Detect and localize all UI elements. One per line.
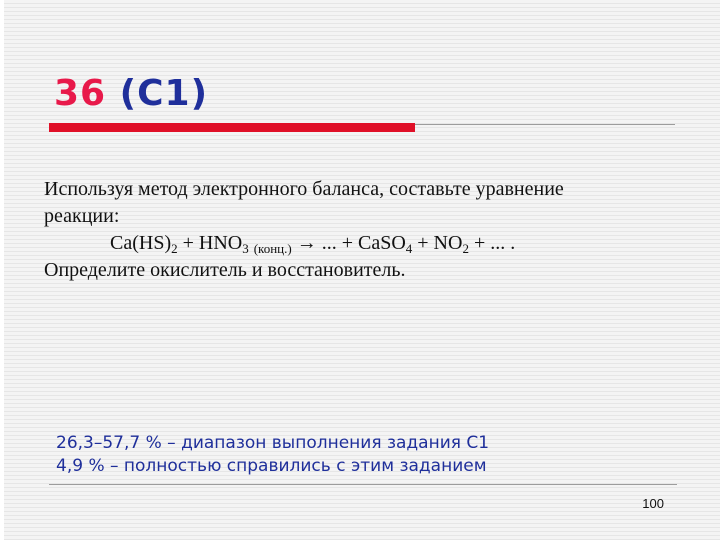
title-divider <box>415 124 675 125</box>
footer-divider <box>49 484 677 485</box>
stats-line-1: 26,3–57,7 % – диапазон выполнения задания С1 <box>56 433 490 453</box>
task-number: 36 <box>54 73 107 114</box>
eq-concentration-note: (конц.) <box>253 241 292 256</box>
task-line-1: Используя метод электронного баланса, составьте уравнение <box>44 178 564 200</box>
stats-line-2: 4,9 % – полностью справились с этим заданием <box>56 456 487 476</box>
eq-subscript: 3 <box>242 241 249 256</box>
page-number: 100 <box>642 496 664 511</box>
task-code: (С1) <box>119 73 209 114</box>
eq-subscript: 2 <box>462 241 469 256</box>
eq-part: + HNO <box>177 232 243 254</box>
statistics-block <box>56 432 489 478</box>
eq-part: + NO <box>412 232 463 254</box>
eq-part: → ... + CaSO <box>291 232 406 254</box>
task-text <box>44 176 694 284</box>
task-line-4: Определите окислитель и восстановитель. <box>44 259 406 281</box>
task-line-2: реакции: <box>44 205 120 227</box>
left-border <box>0 0 4 540</box>
slide-title <box>54 72 208 116</box>
eq-part: Ca(HS) <box>110 232 172 254</box>
eq-subscript: 4 <box>405 241 413 256</box>
eq-subscript: 2 <box>171 241 178 256</box>
title-accent-bar <box>49 123 415 132</box>
reaction-equation <box>44 230 694 257</box>
eq-part: + ... . <box>468 232 516 254</box>
